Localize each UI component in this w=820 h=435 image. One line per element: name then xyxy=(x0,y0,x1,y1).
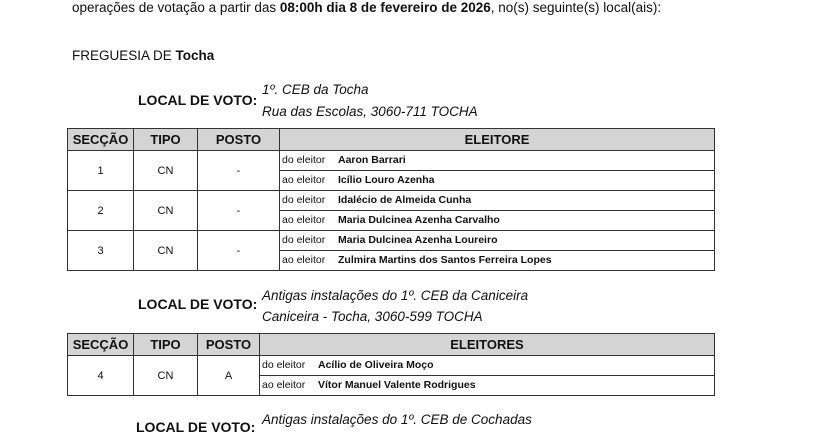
from-name: Maria Dulcinea Azenha Loureiro xyxy=(338,234,498,246)
header-eleitores: ELEITORE xyxy=(280,129,715,151)
cell-seccao: 4 xyxy=(68,356,134,396)
table-row xyxy=(68,231,715,271)
cell-tipo: CN xyxy=(134,356,198,396)
freguesia-heading xyxy=(72,48,214,63)
cell-eleitores xyxy=(280,151,715,191)
table-header-row xyxy=(68,129,715,151)
header-eleitores: ELEITORES xyxy=(260,334,715,356)
to-eleitor xyxy=(260,375,714,395)
freguesia-prefix: FREGUESIA DE xyxy=(72,48,176,63)
local-label: LOCAL DE VOTO: xyxy=(138,296,258,312)
from-label: do eleitor xyxy=(282,194,326,206)
to-eleitor xyxy=(280,210,714,230)
cell-posto: - xyxy=(198,231,280,271)
header-seccao: SECÇÃO xyxy=(68,129,134,151)
seccoes-table-2 xyxy=(67,333,715,396)
header-tipo: TIPO xyxy=(134,129,198,151)
table-row xyxy=(68,356,715,396)
to-label: ao eleitor xyxy=(282,214,326,226)
local-label: LOCAL DE VOTO: xyxy=(138,92,258,108)
table-header-row xyxy=(68,334,715,356)
cell-tipo: CN xyxy=(134,191,198,231)
to-name: Zulmira Martins dos Santos Ferreira Lopes xyxy=(338,254,552,266)
header-posto: POSTO xyxy=(198,334,260,356)
to-label: ao eleitor xyxy=(262,379,306,391)
header-seccao: SECÇÃO xyxy=(68,334,134,356)
table-row xyxy=(68,151,715,191)
cell-tipo: CN xyxy=(134,231,198,271)
to-label: ao eleitor xyxy=(282,254,326,266)
local-name: 1º. CEB da Tocha xyxy=(262,82,369,97)
local-address: Caniceira - Tocha, 3060-599 TOCHA xyxy=(262,309,483,324)
intro-text xyxy=(72,0,661,15)
local-name: Antigas instalações do 1º. CEB da Caniceira xyxy=(262,288,529,303)
from-name: Idalécio de Almeida Cunha xyxy=(338,194,472,206)
table-row xyxy=(68,191,715,231)
seccoes-table-1 xyxy=(67,128,715,271)
cell-seccao: 2 xyxy=(68,191,134,231)
from-label: do eleitor xyxy=(282,234,326,246)
from-name: Acílio de Oliveira Moço xyxy=(318,359,434,371)
local-label: LOCAL DE VOTO: xyxy=(136,419,256,435)
cell-posto: - xyxy=(198,151,280,191)
to-eleitor xyxy=(280,250,714,270)
to-eleitor xyxy=(280,170,714,190)
local-address: Rua das Escolas, 3060-711 TOCHA xyxy=(262,104,478,119)
from-eleitor xyxy=(260,356,714,375)
to-name: Vítor Manuel Valente Rodrigues xyxy=(318,379,476,391)
from-label: do eleitor xyxy=(282,154,326,166)
header-posto: POSTO xyxy=(198,129,280,151)
from-eleitor xyxy=(280,231,714,250)
from-name: Aaron Barrari xyxy=(338,154,406,166)
header-tipo: TIPO xyxy=(134,334,198,356)
cell-seccao: 3 xyxy=(68,231,134,271)
to-label: ao eleitor xyxy=(282,174,326,186)
intro-date: 08:00h dia 8 de fevereiro de 2026 xyxy=(279,0,491,15)
cell-posto: A xyxy=(198,356,260,396)
to-name: Icílio Louro Azenha xyxy=(338,174,435,186)
from-label: do eleitor xyxy=(262,359,306,371)
intro-pre: operações de votação a partir das xyxy=(72,0,280,15)
local-name: Antigas instalações do 1º. CEB de Cochadas xyxy=(262,412,532,427)
cell-eleitores xyxy=(280,231,715,271)
cell-eleitores xyxy=(280,191,715,231)
from-eleitor xyxy=(280,151,714,170)
cell-posto: - xyxy=(198,191,280,231)
cell-eleitores xyxy=(260,356,715,396)
from-eleitor xyxy=(280,191,714,210)
cell-seccao: 1 xyxy=(68,151,134,191)
cell-tipo: CN xyxy=(134,151,198,191)
freguesia-name: Tocha xyxy=(175,48,215,63)
to-name: Maria Dulcinea Azenha Carvalho xyxy=(338,214,500,226)
intro-post: , no(s) seguinte(s) local(ais): xyxy=(490,0,662,15)
